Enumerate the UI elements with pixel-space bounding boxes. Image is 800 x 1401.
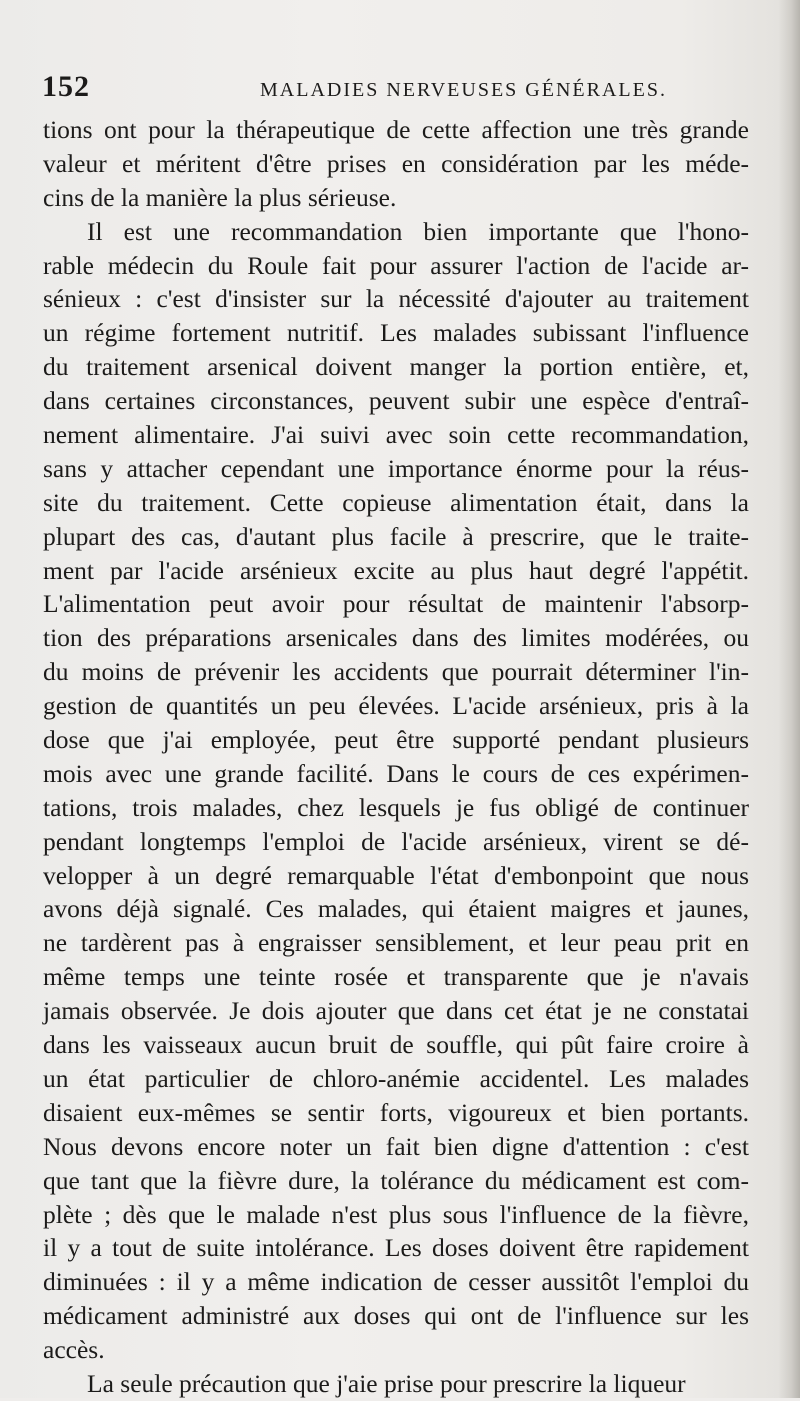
text-line: mois avec une grande facilité. Dans le cours de ces expérimen- [43,758,749,788]
text-line: pendant longtemps l'emploi de l'acide arsénieux, virent se dé- [43,826,749,856]
page-edge-shadow [778,0,800,1398]
text-line: La seule précaution que j'aie prise pour prescrire la liqueur [87,1368,686,1398]
text-line: diminuées : il y a même indication de cesser aussitôt l'emploi du [43,1267,749,1297]
text-line: valeur et méritent d'être prises en considération par les méde- [43,148,749,178]
text-line: dans certaines circonstances, peuvent subir une espèce d'entraî- [43,386,749,416]
text-line: velopper à un degré remarquable l'état d'embonpoint que nous [43,860,749,890]
text-line: tions ont pour la thérapeutique de cette affection une très grande [43,115,749,144]
text-line: accès. [43,1335,105,1365]
page-number: 152 [42,70,90,103]
text-line: Nous devons encore noter un fait bien digne d'attention : c'est [43,1131,749,1161]
text-line: il y a tout de suite intolérance. Les doses doivent être rapidement [43,1233,749,1263]
body-text [43,113,749,1401]
text-line: que tant que la fièvre dure, la tolérance du médicament est com- [43,1165,749,1195]
text-line: médicament administré aux doses qui ont de l'influence sur les [43,1301,749,1331]
text-line: ment par l'acide arsénieux excite au plus haut degré l'appétit. [43,555,749,585]
text-line: dose que j'ai employée, peut être supporté pendant plusieurs [43,725,749,755]
text-line: cins de la manière la plus sérieuse. [43,182,397,212]
text-line: dans les vaisseaux aucun bruit de souffle, qui pût faire croire à [43,1030,749,1060]
text-line: du traitement arsenical doivent manger la portion entière, et, [43,352,749,382]
text-line: Il est une recommandation bien importante que l'hono- [87,216,749,246]
text-line: site du traitement. Cette copieuse alimentation était, dans la [43,487,749,517]
text-line: même temps une teinte rosée et transparente que je n'avais [43,962,749,992]
text-line: plète ; dès que le malade n'est plus sous l'influence de la fièvre, [43,1199,749,1229]
text-line: disaient eux-mêmes se sentir forts, vigoureux et bien portants. [43,1097,749,1127]
text-line: du moins de prévenir les accidents que pourrait déterminer l'in- [43,657,749,687]
page-header [42,70,742,110]
text-line: tion des préparations arsenicales dans des limites modérées, ou [43,623,749,653]
text-line: L'alimentation peut avoir pour résultat de maintenir l'absorp- [43,589,749,619]
text-line: rable médecin du Roule fait pour assurer l'action de l'acide ar- [43,250,749,280]
text-line: jamais observée. Je dois ajouter que dans cet état je ne constatai [43,996,749,1026]
text-line: avons déjà signalé. Ces malades, qui étaient maigres et jaunes, [43,894,749,924]
running-head: MALADIES NERVEUSES GÉNÉRALES. [260,79,667,101]
text-line: nement alimentaire. J'ai suivi avec soin cette recommandation, [43,420,749,450]
text-line: ne tardèrent pas à engraisser sensiblement, et leur peau prit en [43,928,749,958]
text-line: plupart des cas, d'autant plus facile à prescrire, que le traite- [43,521,749,551]
text-line: gestion de quantités un peu élevées. L'acide arsénieux, pris à la [43,691,749,721]
text-line: tations, trois malades, chez lesquels je fus obligé de continuer [43,792,749,822]
text-line: sans y attacher cependant une importance énorme pour la réus- [43,453,749,483]
text-line: un régime fortement nutritif. Les malades subissant l'influence [43,318,749,348]
text-line: un état particulier de chloro-anémie accidentel. Les malades [43,1063,749,1093]
text-line: sénieux : c'est d'insister sur la nécessité d'ajouter au traitement [43,284,749,314]
